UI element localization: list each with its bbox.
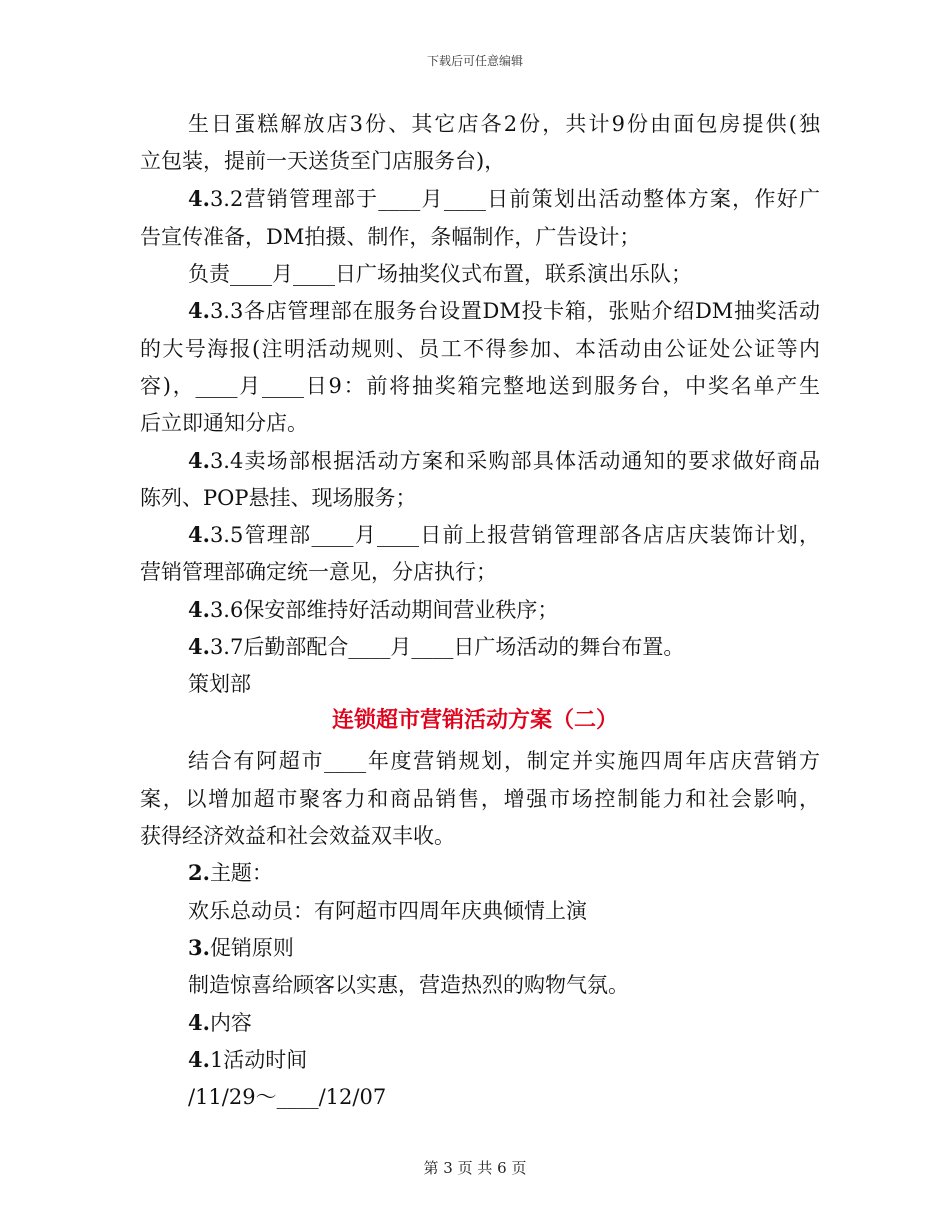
item-number: 4.: [188, 597, 210, 622]
text-line: 策划部: [188, 672, 251, 696]
item-number: 4.: [188, 298, 210, 323]
text-line: 生日蛋糕解放店3份、其它店各2份，共计9份由面包房提供(独: [188, 112, 820, 136]
text-line: 获得经济效益和社会效益双丰收。: [140, 824, 455, 848]
text-line: [188, 446, 820, 476]
item-number: 4.: [188, 1047, 210, 1072]
text-line: 制造惊喜给顾客以实惠，营造热烈的购物气氛。: [188, 973, 629, 997]
text-line: [188, 1045, 820, 1075]
section-title: 连锁超市营销活动方案（二）: [331, 707, 618, 733]
text-line: [188, 933, 820, 963]
item-number: 4.: [188, 1010, 210, 1035]
text-line: [188, 184, 820, 214]
text-line: [188, 632, 820, 662]
item-text: 3.6保安部维持好活动期间营业秩序；: [209, 598, 559, 622]
page-footer: 第 3 页 共 6 页: [423, 1159, 527, 1177]
item-number: 3.: [188, 935, 210, 960]
item-text: 1活动时间: [209, 1048, 308, 1072]
item-text: 3.5管理部____月____日前上报营销管理部各店店庆装饰计划，: [209, 523, 820, 547]
text-line: 立包装，提前一天送货至门店服务台)，: [140, 149, 506, 173]
item-text: 主题：: [209, 861, 273, 885]
item-number: 4.: [188, 522, 210, 547]
text-line: 容)，____月____日9：前将抽奖箱完整地送到服务台，中奖名单产生: [140, 374, 820, 398]
item-number: 4.: [188, 186, 210, 211]
text-line: 负责____月____日广场抽奖仪式布置，联系演出乐队；: [188, 262, 692, 286]
item-number: 4.: [188, 448, 210, 473]
text-line: 结合有阿超市____年度营销规划，制定并实施四周年店庆营销方: [188, 749, 820, 773]
text-line: 的大号海报(注明活动规则、员工不得参加、本活动由公证处公证等内: [140, 337, 820, 361]
text-line: [188, 296, 820, 326]
item-number: 2.: [188, 860, 210, 885]
text-line: [188, 520, 820, 550]
text-line: [188, 595, 820, 625]
item-number: 4.: [188, 634, 210, 659]
text-line: 陈列、POP悬挂、现场服务；: [140, 486, 417, 510]
item-text: 内容: [209, 1011, 252, 1035]
text-line: 告宣传准备，DM拍摄、制作，条幅制作，广告设计；: [140, 225, 641, 249]
item-text: 3.2营销管理部于____月____日前策划出活动整体方案，作好广: [209, 187, 820, 211]
text-line: [188, 858, 820, 888]
text-line: 营销管理部确定统一意见，分店执行；: [140, 560, 497, 584]
item-text: 3.4卖场部根据活动方案和采购部具体活动通知的要求做好商品: [209, 449, 820, 473]
text-line: 案，以增加超市聚客力和商品销售，增强市场控制能力和社会影响，: [140, 787, 820, 811]
item-text: 3.3各店管理部在服务台设置DM投卡箱，张贴介绍DM抽奖活动: [209, 299, 820, 323]
text-line: /11/29～____/12/07: [188, 1085, 387, 1109]
page-header: 下载后可任意编辑: [426, 54, 523, 68]
text-line: 欢乐总动员：有阿超市四周年庆典倾情上演: [188, 899, 587, 923]
text-line: 后立即通知分店。: [140, 411, 308, 435]
text-line: [188, 1008, 820, 1038]
item-text: 3.7后勤部配合____月____日广场活动的舞台布置。: [209, 635, 685, 659]
item-text: 促销原则: [209, 936, 294, 960]
